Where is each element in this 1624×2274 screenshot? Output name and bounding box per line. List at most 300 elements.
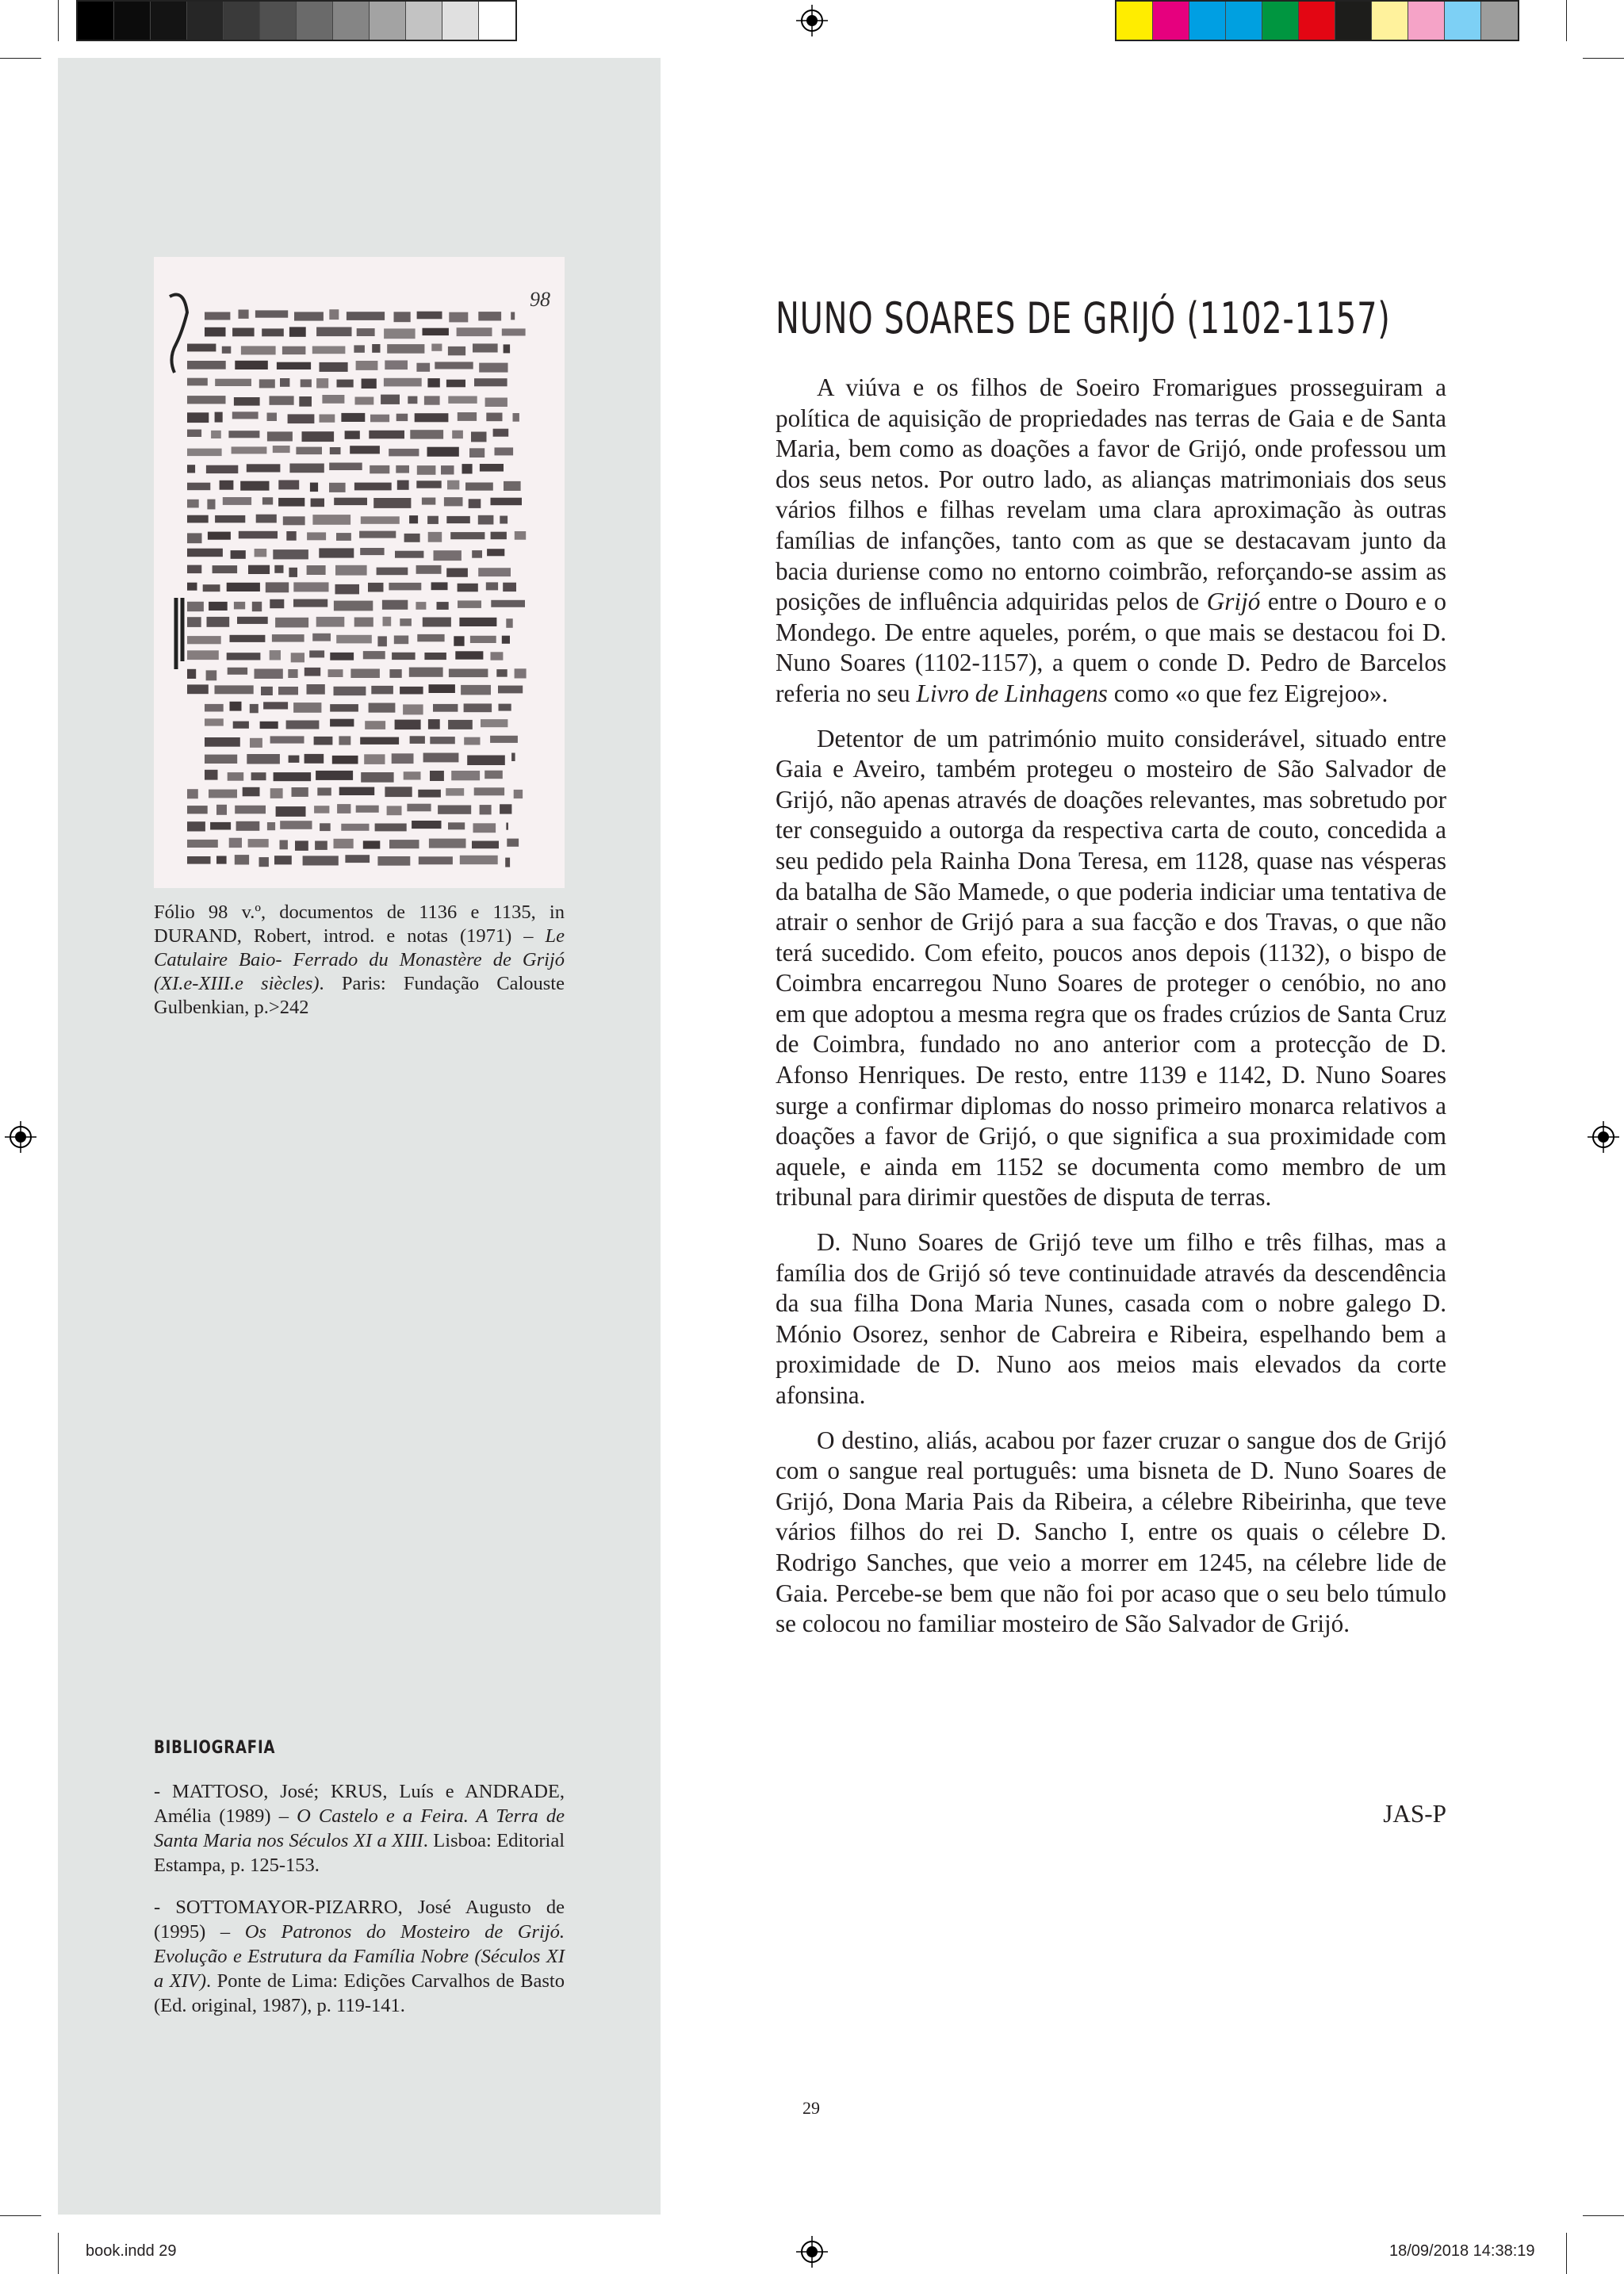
manuscript-script-stroke: [478, 515, 494, 525]
manuscript-script-stroke: [205, 312, 230, 320]
manuscript-script-stroke: [485, 771, 503, 779]
manuscript-script-stroke: [187, 840, 218, 848]
manuscript-script-stroke: [205, 327, 226, 337]
manuscript-script-stroke: [187, 856, 211, 864]
manuscript-script-stroke: [187, 565, 201, 574]
manuscript-script-stroke: [381, 395, 400, 404]
manuscript-script-stroke: [416, 480, 441, 488]
manuscript-script-stroke: [389, 583, 421, 591]
crop-mark: [1583, 2215, 1624, 2216]
manuscript-script-stroke: [403, 704, 423, 714]
manuscript-script-stroke: [434, 550, 462, 561]
manuscript-script-stroke: [515, 668, 527, 678]
manuscript-script-stroke: [317, 787, 331, 795]
manuscript-script-stroke: [478, 568, 511, 576]
manuscript-script-stroke: [491, 652, 504, 660]
manuscript-script-stroke: [312, 515, 350, 525]
color-swatch: [1189, 2, 1226, 40]
manuscript-script-stroke: [409, 515, 418, 523]
registration-mark-icon: [796, 2236, 828, 2268]
manuscript-script-stroke: [243, 787, 260, 797]
crop-mark: [1566, 2233, 1567, 2274]
manuscript-script-stroke: [427, 378, 439, 387]
manuscript-script-stroke: [228, 668, 247, 675]
manuscript-script-stroke: [206, 465, 238, 473]
manuscript-script-stroke: [320, 362, 348, 372]
manuscript-script-stroke: [496, 669, 507, 677]
manuscript-script-stroke: [259, 379, 275, 388]
manuscript-script-stroke: [424, 396, 440, 404]
manuscript-script-stroke: [460, 856, 498, 864]
manuscript-script-stroke: [448, 396, 477, 404]
manuscript-script-stroke: [447, 480, 459, 490]
manuscript-script-stroke: [187, 361, 226, 369]
color-swatch: [1116, 2, 1153, 40]
manuscript-script-stroke: [227, 583, 260, 591]
manuscript-script-stroke: [328, 669, 343, 677]
manuscript-script-stroke: [280, 840, 288, 850]
manuscript-script-stroke: [251, 772, 266, 780]
manuscript-script-stroke: [400, 618, 412, 626]
manuscript-script-stroke: [499, 704, 511, 711]
manuscript-script-stroke: [302, 431, 335, 442]
manuscript-script-stroke: [294, 312, 324, 320]
manuscript-script-stroke: [241, 346, 276, 354]
manuscript-script-stroke: [397, 480, 409, 490]
manuscript-script-stroke: [270, 788, 283, 798]
manuscript-script-stroke: [187, 684, 209, 694]
manuscript-script-stroke: [511, 312, 515, 320]
registration-mark-icon: [5, 1121, 36, 1153]
manuscript-script-stroke: [478, 312, 501, 320]
manuscript-script-stroke: [259, 857, 269, 867]
manuscript-script-stroke: [429, 684, 455, 693]
manuscript-script-stroke: [412, 821, 441, 829]
manuscript-script-stroke: [205, 718, 224, 725]
manuscript-script-stroke: [419, 856, 453, 864]
manuscript-script-stroke: [187, 515, 209, 523]
manuscript-script-stroke: [209, 790, 237, 798]
manuscript-script-stroke: [205, 737, 240, 747]
manuscript-script-stroke: [210, 822, 231, 830]
color-swatch: [1408, 2, 1445, 40]
crop-mark: [58, 2233, 59, 2274]
manuscript-script-stroke: [309, 650, 324, 657]
manuscript-script-stroke: [187, 806, 208, 814]
manuscript-script-stroke: [356, 806, 379, 813]
manuscript-script-stroke: [373, 498, 411, 508]
manuscript-script-stroke: [295, 840, 308, 851]
manuscript-script-stroke: [293, 599, 327, 607]
manuscript-script-stroke: [278, 687, 298, 695]
manuscript-script-stroke: [474, 787, 504, 795]
manuscript-script-stroke: [360, 737, 399, 745]
manuscript-script-stroke: [215, 412, 223, 423]
manuscript-script-stroke: [457, 327, 492, 336]
manuscript-script-stroke: [205, 704, 224, 712]
manuscript-script-stroke: [513, 413, 519, 422]
manuscript-script-stroke: [206, 670, 217, 680]
manuscript-script-stroke: [429, 839, 466, 848]
manuscript-script-stroke: [187, 430, 201, 437]
manuscript-script-stroke: [248, 565, 270, 574]
manuscript-script-stroke: [485, 398, 508, 408]
manuscript-script-stroke: [293, 702, 321, 713]
color-swatch: [370, 2, 406, 40]
manuscript-script-stroke: [211, 431, 221, 438]
color-swatch: [442, 2, 479, 40]
manuscript-script-stroke: [231, 550, 246, 559]
manuscript-script-stroke: [187, 602, 204, 611]
manuscript-script-stroke: [220, 480, 234, 490]
manuscript-script-stroke: [278, 498, 304, 507]
manuscript-script-stroke: [307, 684, 325, 695]
article-body: [776, 373, 1446, 1654]
caption-text: Fólio 98 v.º, documentos de 1136 e 1135, in DURAND, Robert, introd. e notas (1971) –: [154, 902, 565, 947]
manuscript-script-stroke: [377, 636, 387, 646]
manuscript-script-stroke: [469, 499, 481, 508]
manuscript-script-stroke: [362, 379, 377, 389]
manuscript-script-stroke: [187, 500, 199, 508]
manuscript-script-stroke: [356, 361, 378, 370]
manuscript-script-stroke: [503, 583, 516, 591]
manuscript-script-stroke: [232, 412, 259, 419]
manuscript-script-stroke: [363, 651, 385, 659]
manuscript-script-stroke: [491, 532, 507, 540]
manuscript-script-stroke: [187, 617, 201, 627]
manuscript-script-stroke: [222, 346, 232, 354]
manuscript-script-stroke: [289, 327, 306, 336]
manuscript-script-stroke: [400, 687, 423, 695]
manuscript-script-stroke: [267, 431, 293, 441]
manuscript-script-stroke: [330, 719, 354, 727]
manuscript-script-stroke: [187, 412, 209, 423]
color-swatch: [187, 2, 224, 40]
manuscript-script-stroke: [187, 583, 197, 591]
manuscript-script-stroke: [416, 565, 442, 574]
manuscript-script-stroke: [307, 532, 326, 540]
manuscript-script-stroke: [382, 600, 408, 610]
manuscript-script-stroke: [392, 753, 414, 764]
manuscript-script-stroke: [452, 431, 463, 439]
manuscript-script-stroke: [384, 328, 415, 339]
manuscript-script-stroke: [223, 497, 251, 505]
manuscript-script-stroke: [312, 634, 331, 641]
manuscript-script-stroke: [458, 584, 478, 592]
color-swatch: [1335, 2, 1372, 40]
manuscript-script-stroke: [187, 789, 198, 798]
manuscript-script-stroke: [277, 362, 311, 369]
manuscript-script-stroke: [289, 568, 297, 577]
manuscript-script-stroke: [438, 806, 471, 814]
manuscript-script-stroke: [472, 841, 499, 849]
manuscript-script-stroke: [471, 432, 487, 442]
manuscript-script-stroke: [487, 549, 504, 556]
manuscript-script-stroke: [354, 618, 373, 627]
manuscript-script-stroke: [424, 653, 446, 660]
manuscript-script-stroke: [341, 413, 365, 422]
manuscript-script-stroke: [266, 582, 289, 592]
manuscript-script-stroke: [337, 380, 354, 388]
manuscript-script-stroke: [229, 838, 242, 848]
color-swatch: [479, 2, 515, 40]
crop-mark: [0, 58, 41, 59]
manuscript-script-stroke: [301, 379, 312, 387]
color-swatch: [151, 2, 187, 40]
manuscript-script-stroke: [389, 840, 419, 848]
manuscript-script-stroke: [239, 310, 249, 319]
manuscript-script-stroke: [467, 756, 505, 766]
manuscript-script-stroke: [504, 344, 511, 353]
manuscript-script-stroke: [311, 499, 324, 507]
manuscript-script-stroke: [316, 378, 328, 388]
manuscript-script-stroke: [491, 600, 525, 607]
manuscript-script-stroke: [296, 447, 322, 455]
manuscript-script-stroke: [455, 651, 483, 659]
manuscript-script-stroke: [304, 754, 324, 764]
manuscript-script-stroke: [278, 480, 299, 490]
manuscript-script-stroke: [230, 635, 266, 642]
manuscript-script-stroke: [515, 531, 526, 540]
manuscript-script-stroke: [235, 855, 249, 864]
manuscript-script-stroke: [396, 414, 408, 421]
manuscript-script-stroke: [339, 787, 375, 795]
manuscript-script-stroke: [262, 497, 273, 504]
manuscript-script-stroke: [227, 653, 261, 660]
registration-mark-icon: [1588, 1121, 1619, 1153]
manuscript-script-stroke: [395, 551, 423, 558]
manuscript-script-stroke: [461, 685, 491, 695]
article-paragraph: Detentor de um património muito considerável, situado entre Gaia e Aveiro, também protegeu o mosteiro de São Salvador de Grijó, não apenas através de doações relevantes, mas sobretudo por ter conseguido a outorga da respectiva carta de couto, concedida a seu pedido pela Rainha Dona Teresa, em 1128, quase nas vésperas da batalha de São Mamede, o que poderia indiciar uma tentativa de atrair o senhor de Grijó para a sua facção e dos Travas, o que não terá sucedido. Com efeito, poucos anos depois (1132), o bispo de Coimbra encarregou Nuno Soares de proteger o cenóbio, no ano em que adoptou a mesma regra que os frades crúzios de Santa Cruz de Coimbra, fundado no ano anterior com a protecção de D. Afonso Henriques. De resto, entre 1139 e 1142, D. Nuno Soares surge a confirmar diplomas do nosso primeiro monarca relativos a doações a favor de Grijó, o que significa a sua proximidade com aquele, e ainda em 1152 se documenta como membro de um tribunal para dirimir questões de disputa de terras.: [776, 724, 1446, 1212]
manuscript-script-stroke: [236, 821, 260, 831]
manuscript-script-stroke: [350, 669, 380, 679]
manuscript-script-stroke: [250, 704, 259, 713]
manuscript-script-stroke: [274, 856, 292, 864]
manuscript-script-stroke: [247, 754, 280, 764]
color-swatch: [297, 2, 333, 40]
manuscript-script-stroke: [416, 602, 426, 610]
manuscript-script-stroke: [473, 343, 498, 352]
manuscript-script-stroke: [267, 413, 278, 422]
manuscript-script-stroke: [233, 722, 249, 729]
bibliography-heading: BIBLIOGRAFIA: [154, 1738, 276, 1758]
manuscript-script-stroke: [502, 636, 510, 644]
manuscript-script-stroke: [329, 309, 339, 320]
manuscript-script-stroke: [228, 431, 259, 438]
manuscript-script-stroke: [394, 312, 411, 322]
manuscript-script-stroke: [316, 771, 353, 780]
manuscript-script-stroke: [256, 515, 277, 523]
manuscript-script-stroke: [385, 361, 408, 370]
manuscript-script-stroke: [370, 465, 389, 473]
manuscript-script-stroke: [304, 668, 320, 676]
manuscript-script-stroke: [377, 568, 408, 576]
manuscript-script-stroke: [209, 602, 228, 611]
slug-filename: book.indd 29: [86, 2242, 177, 2260]
manuscript-script-stroke: [312, 346, 346, 354]
manuscript-script-stroke: [260, 722, 278, 729]
manuscript-script-stroke: [423, 753, 459, 763]
manuscript-script-stroke: [446, 568, 468, 577]
manuscript-script-stroke: [320, 415, 335, 423]
manuscript-script-stroke: [270, 396, 294, 404]
manuscript-script-stroke: [450, 532, 485, 539]
color-swatch: [1445, 2, 1481, 40]
manuscript-script-stroke: [480, 464, 504, 472]
manuscript-script-stroke: [385, 787, 412, 797]
manuscript-script-stroke: [458, 412, 477, 421]
manuscript-script-stroke: [423, 328, 449, 335]
manuscript-script-stroke: [247, 464, 281, 472]
manuscript-script-stroke: [506, 618, 512, 628]
manuscript-script-stroke: [230, 702, 242, 711]
manuscript-script-stroke: [187, 650, 219, 660]
crop-mark: [0, 2215, 41, 2216]
manuscript-script-stroke: [370, 415, 389, 423]
manuscript-script-stroke: [187, 549, 223, 557]
manuscript-script-stroke: [486, 413, 502, 422]
manuscript-script-stroke: [292, 787, 308, 797]
manuscript-script-stroke: [280, 821, 312, 829]
manuscript-script-stroke: [464, 703, 492, 712]
manuscript-script-stroke: [248, 839, 269, 848]
manuscript-script-stroke: [368, 583, 384, 592]
manuscript-script-stroke: [320, 823, 331, 831]
manuscript-script-stroke: [208, 532, 231, 540]
manuscript-script-stroke: [228, 772, 244, 781]
manuscript-script-stroke: [498, 686, 523, 694]
manuscript-script-stroke: [315, 841, 327, 850]
manuscript-script-stroke: [465, 483, 493, 491]
manuscript-script-stroke: [263, 702, 288, 709]
manuscript-script-stroke: [240, 481, 269, 491]
manuscript-script-stroke: [472, 550, 482, 558]
manuscript-script-stroke: [410, 736, 425, 744]
illuminated-initial: [176, 598, 182, 669]
bibliography-entry: - MATTOSO, José; KRUS, Luís e ANDRADE, Amélia (1989) – O Castelo e a Feira. A Terra de Santa Maria nos Séculos XI a XIII. Lisboa: Editorial Estampa, p. 125-153.: [154, 1781, 565, 1876]
manuscript-script-stroke: [428, 719, 440, 729]
manuscript-script-stroke: [449, 312, 468, 323]
manuscript-script-stroke: [187, 821, 205, 831]
manuscript-script-stroke: [446, 788, 464, 796]
manuscript-script-stroke: [314, 737, 333, 745]
manuscript-script-stroke: [357, 328, 375, 336]
manuscript-script-stroke: [507, 839, 519, 847]
manuscript-script-stroke: [504, 481, 521, 491]
color-swatch: [1299, 2, 1335, 40]
manuscript-script-stroke: [384, 378, 422, 387]
manuscript-script-stroke: [417, 312, 442, 320]
manuscript-script-stroke: [207, 617, 230, 627]
manuscript-script-stroke: [387, 806, 402, 815]
manuscript-script-stroke: [427, 516, 439, 524]
color-swatch: [1372, 2, 1408, 40]
manuscript-script-stroke: [350, 446, 380, 454]
manuscript-script-stroke: [252, 602, 262, 611]
manuscript-script-stroke: [404, 534, 420, 542]
manuscript-script-stroke: [469, 448, 485, 457]
manuscript-script-stroke: [431, 582, 448, 590]
manuscript-script-stroke: [215, 685, 254, 694]
manuscript-script-stroke: [514, 790, 523, 798]
manuscript-script-stroke: [293, 582, 328, 591]
manuscript-script-stroke: [330, 704, 358, 712]
manuscript-script-stroke: [448, 822, 465, 829]
manuscript-script-stroke: [500, 804, 511, 814]
article-paragraph: O destino, aliás, acabou por fazer cruzar o sangue dos de Grijó com o sangue real português: uma bisneta de D. Nuno Soares de Grijó, Dona Maria Pais da Ribeira, a célebre Ribeirinha, que teve vários filhos do rei D. Sancho I, entre os quais o célebre D. Rodrigo Sanches, que veio a morrer em 1245, na célebre lide de Gaia. Percebe-se bem que não foi por acaso que o seu belo túmulo se colocou no familiar mosteiro de São Salvador de Grijó.: [776, 1426, 1446, 1638]
manuscript-script-stroke: [506, 823, 508, 830]
manuscript-script-stroke: [286, 721, 320, 729]
manuscript-script-stroke: [310, 483, 318, 492]
manuscript-script-stroke: [437, 602, 449, 610]
manuscript-script-stroke: [299, 396, 312, 407]
manuscript-script-stroke: [187, 533, 202, 543]
manuscript-script-stroke: [354, 483, 392, 491]
manuscript-script-stroke: [262, 328, 284, 336]
crop-mark: [1583, 58, 1624, 59]
manuscript-script-stroke: [431, 344, 442, 351]
manuscript-script-stroke: [396, 465, 409, 473]
folio-mark: 98: [530, 288, 550, 311]
manuscript-script-stroke: [255, 669, 283, 680]
caption-title-italic: Le Catulaire Baio- Ferrado du Monastère de Grijó (XI.e-XIII.e siècles): [154, 925, 565, 994]
manuscript-script-stroke: [336, 533, 351, 541]
manuscript-script-stroke: [322, 395, 344, 404]
manuscript-script-stroke: [444, 497, 463, 506]
manuscript-script-stroke: [415, 413, 449, 422]
cmyk-color-bar: [1115, 0, 1519, 41]
manuscript-script-stroke: [187, 483, 210, 491]
manuscript-script-stroke: [361, 772, 393, 783]
color-swatch: [78, 2, 114, 40]
article-paragraph: A viúva e os filhos de Soeiro Fromarigues prosseguiram a política de aquisição de propriedades nas terras de Gaia e de Santa Maria, bem como as doações a favor de Grijó, onde professou um dos seus netos. Por outro lado, as alianças matrimoniais dos seus vários filhos e filhas revelam uma clara aproximação às outras famílias de infanções, tanto com as que se destacavam junto da bacia duriense como no entorno coimbrão, reforçando-se assim as posições de influência adquiridas pelos de Grijó entre o Douro e o Mondego. De entre aqueles, porém, o que mais se destacou foi D. Nuno Soares (1102-1157), a quem o conde D. Pedro de Barcelos referia no seu Livro de Linhagens como «o que fez Eigrejoo».: [776, 373, 1446, 707]
manuscript-script-stroke: [372, 344, 380, 353]
manuscript-script-stroke: [235, 361, 268, 369]
manuscript-script-stroke: [319, 548, 354, 557]
manuscript-script-stroke: [215, 515, 245, 523]
manuscript-script-stroke: [502, 328, 526, 335]
caption-text: . Paris: Fundação Calouste Gulbenkian, p.>242: [154, 973, 565, 1018]
manuscript-script-stroke: [341, 824, 369, 831]
manuscript-script-stroke: [360, 548, 384, 555]
manuscript-script-stroke: [207, 500, 215, 510]
manuscript-script-stroke: [345, 431, 360, 439]
manuscript-script-stroke: [270, 650, 281, 660]
manuscript-script-stroke: [289, 756, 300, 763]
article-title: NUNO SOARES DE GRIJÓ (1102-1157): [776, 293, 1391, 344]
crop-mark: [58, 0, 59, 41]
manuscript-script-stroke: [276, 806, 306, 817]
registration-mark-icon: [796, 5, 828, 36]
manuscript-script-stroke: [479, 363, 508, 373]
manuscript-script-stroke: [314, 806, 329, 813]
manuscript-script-stroke: [235, 806, 266, 814]
manuscript-script-stroke: [389, 449, 419, 457]
manuscript-script-stroke: [261, 687, 273, 695]
manuscript-script-stroke: [274, 772, 312, 781]
manuscript-script-stroke: [329, 483, 346, 492]
manuscript-script-stroke: [273, 446, 290, 453]
manuscript-script-stroke: [462, 464, 473, 473]
manuscript-script-stroke: [307, 565, 326, 575]
manuscript-script-stroke: [459, 618, 496, 626]
manuscript-script-stroke: [473, 823, 496, 833]
manuscript-script-stroke: [451, 771, 480, 780]
manuscript-script-stroke: [375, 824, 407, 832]
manuscript-script-stroke: [187, 396, 226, 404]
manuscript-script-stroke: [334, 687, 366, 695]
manuscript-script-stroke: [291, 653, 304, 662]
